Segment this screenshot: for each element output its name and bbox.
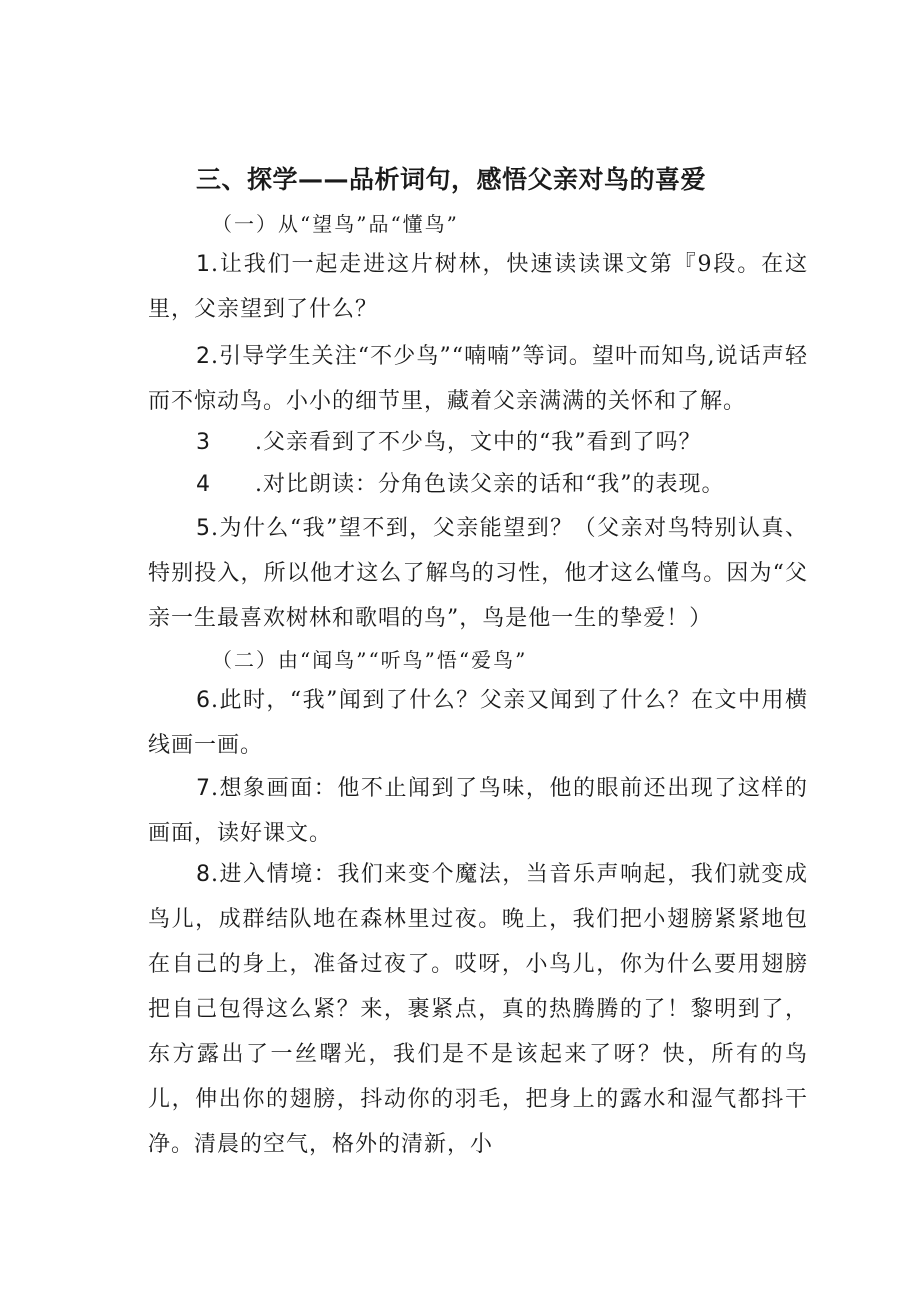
item-text: .引导学生关注“不少鸟”“喃喃”等词。望叶而知鸟,说话声轻而不惊动鸟。小小的细节里，藏着父亲满满的关怀和了解。 <box>148 344 808 414</box>
item-text: .父亲看到了不少鸟，文中的“我”看到了吗？ <box>255 430 702 455</box>
subheading-2: （二）由“闻鸟”“听鸟”悟“爱鸟” <box>212 648 528 672</box>
item-number: 3 <box>196 430 211 455</box>
item-text: .对比朗读：分角色读父亲的话和“我”的表现。 <box>255 472 725 497</box>
list-item-3 <box>148 420 808 465</box>
item-number: 5 <box>196 516 211 541</box>
item-number: 7 <box>196 776 211 801</box>
subheading-1: （一）从“望鸟”品“懂鸟” <box>212 212 459 236</box>
list-item-4 <box>148 462 808 507</box>
list-item-6 <box>148 678 808 768</box>
item-text: .此时，“我”闻到了什么？父亲又闻到了什么？在文中用横线画一画。 <box>148 688 808 758</box>
list-item-2 <box>148 334 808 424</box>
item-number: 6 <box>196 688 211 713</box>
item-text: .让我们一起走进这片树林，快速读读课文第『9段。在这里，父亲望到了什么？ <box>148 252 808 322</box>
item-number: 4 <box>196 472 211 497</box>
item-number: 2 <box>196 344 211 369</box>
item-number: 8 <box>196 862 211 887</box>
list-item-5 <box>148 506 808 641</box>
item-text: .进入情境：我们来变个魔法，当音乐声响起，我们就变成鸟儿，成群结队地在森林里过夜。晚上，我们把小翅膀紧紧地包在自己的身上，准备过夜了。哎呀，小鸟儿，你为什么要用翅膀把自己包得这么紧？来，裹紧点，真的热腾腾的了！黎明到了，东方露出了一丝曙光，我们是不是该起来了呀？快，所有的鸟儿，伸出你的翅膀，抖动你的羽毛，把身上的露水和湿气都抖干净。清晨的空气，格外的清新，小 <box>148 862 808 1157</box>
list-item-7 <box>148 766 808 856</box>
item-text: .为什么“我”望不到，父亲能望到？（父亲对鸟特别认真、特别投入，所以他才这么了解鸟的习性，他才这么懂鸟。因为“父亲一生最喜欢树林和歌唱的鸟”，鸟是他一生的挚爱！） <box>148 516 808 631</box>
item-number: 1 <box>196 252 211 277</box>
list-item-8 <box>148 852 808 1167</box>
item-text: .想象画面：他不止闻到了鸟味，他的眼前还出现了这样的画面，读好课文。 <box>148 776 808 846</box>
section-title: 三、探学——品析词句，感悟父亲对鸟的喜爱 <box>196 165 707 194</box>
list-item-1 <box>148 242 808 332</box>
